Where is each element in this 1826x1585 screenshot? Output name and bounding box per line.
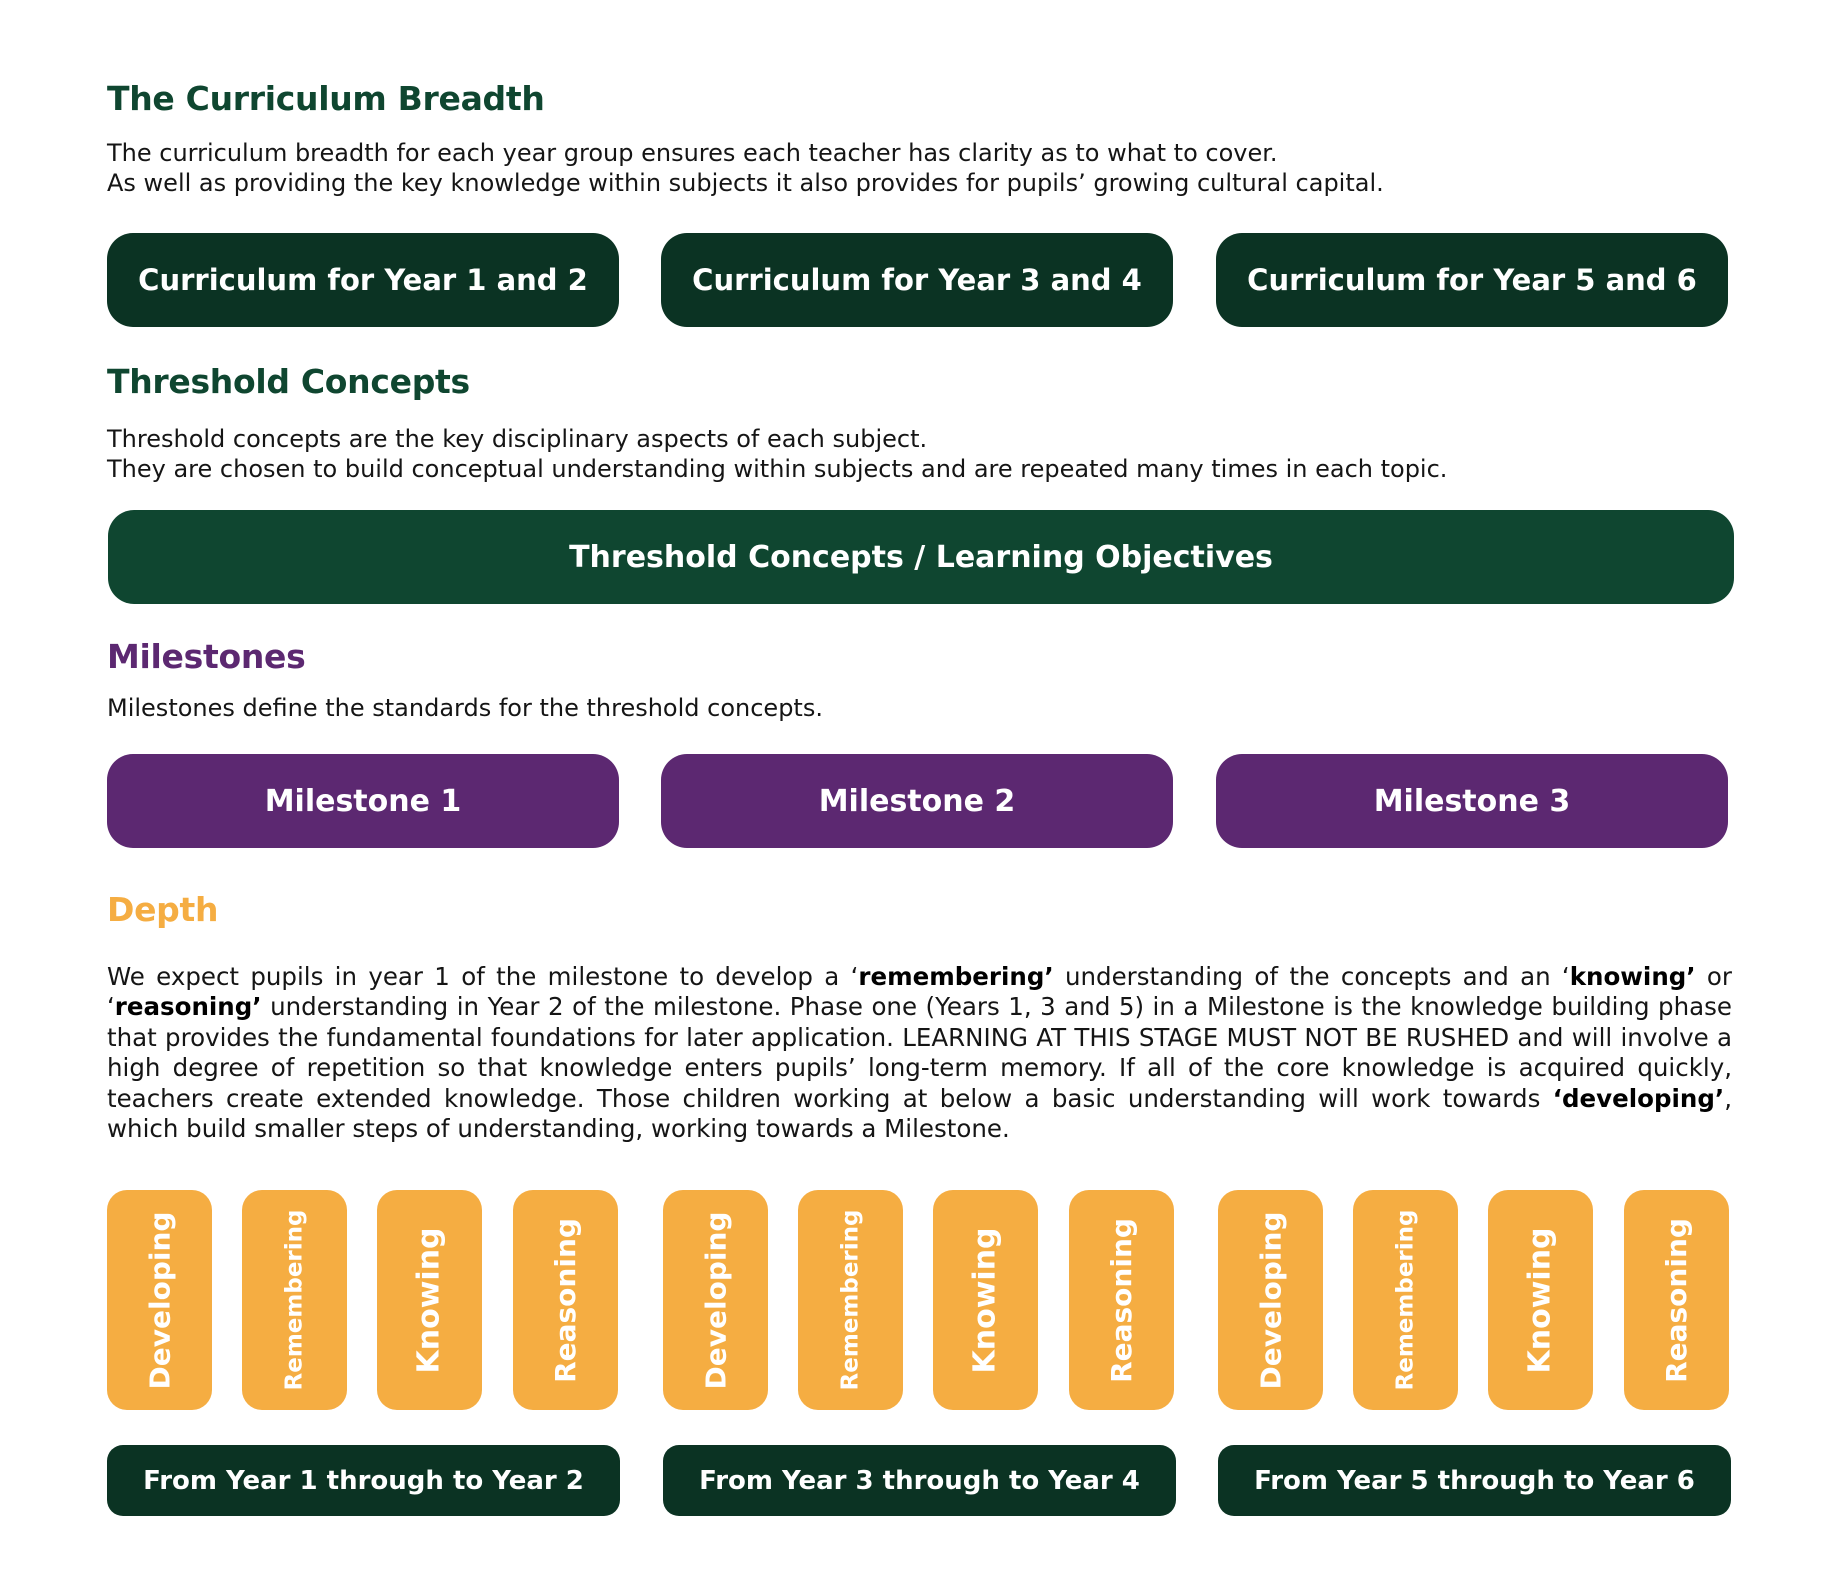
- depth-text-part: understanding in Year 2 of the milestone. Phase one (Years 1, 3 and 5) in a Milestone is the knowledge building phase that provides the fundamental foundations for later application. LEARNING AT THIS STAGE MUST NOT BE RUSHED and will involve a high degree of repetition so that knowledge enters pupils’ long-term memory. If all of the core knowledge is acquired quickly, teachers create extended knowledge. Those children working at below a basic understanding will work towards: [107, 992, 1732, 1113]
- depth-description: [107, 962, 1732, 1144]
- milestone-1-button[interactable]: Milestone 1: [107, 754, 619, 848]
- tile-remembering[interactable]: [798, 1190, 903, 1410]
- tile-developing[interactable]: [1218, 1190, 1323, 1410]
- tile-label: Reasoning: [549, 1217, 583, 1383]
- depth-text-part: understanding of the concepts and an ‘: [1053, 962, 1570, 991]
- milestone-2-button[interactable]: Milestone 2: [661, 754, 1173, 848]
- curriculum-year-1-2-button[interactable]: Curriculum for Year 1 and 2: [107, 233, 619, 327]
- depth-bold-remembering: remembering’: [858, 962, 1054, 991]
- threshold-line-1: Threshold concepts are the key disciplinary aspects of each subject.: [107, 425, 928, 453]
- tile-reasoning[interactable]: [513, 1190, 618, 1410]
- tile-label: Remembering: [1392, 1209, 1419, 1391]
- curriculum-year-5-6-button[interactable]: Curriculum for Year 5 and 6: [1216, 233, 1728, 327]
- threshold-concepts-heading: Threshold Concepts: [107, 362, 470, 401]
- milestones-line: Milestones define the standards for the threshold concepts.: [107, 694, 823, 722]
- depth-text-part: We expect pupils in year 1 of the milestone to develop a ‘: [107, 962, 859, 991]
- tile-label: Knowing: [1523, 1226, 1559, 1374]
- year-3-to-4-button[interactable]: From Year 3 through to Year 4: [663, 1445, 1176, 1516]
- threshold-concepts-description: [107, 424, 1732, 484]
- tile-label: Developing: [143, 1211, 176, 1389]
- milestones-heading: Milestones: [107, 637, 306, 676]
- tile-label: Knowing: [412, 1226, 448, 1374]
- year-1-to-2-button[interactable]: From Year 1 through to Year 2: [107, 1445, 620, 1516]
- tile-knowing[interactable]: [377, 1190, 482, 1410]
- threshold-line-2: They are chosen to build conceptual understanding within subjects and are repeated many times in each topic.: [107, 455, 1448, 483]
- year-5-to-6-button[interactable]: From Year 5 through to Year 6: [1218, 1445, 1731, 1516]
- tile-label: Reasoning: [1105, 1217, 1139, 1383]
- depth-heading: Depth: [107, 890, 219, 929]
- tile-remembering[interactable]: [1353, 1190, 1458, 1410]
- milestone-3-button[interactable]: Milestone 3: [1216, 754, 1728, 848]
- breadth-line-1: The curriculum breadth for each year group ensures each teacher has clarity as to what to cover.: [107, 139, 1278, 167]
- tile-label: Developing: [699, 1211, 732, 1389]
- tile-remembering[interactable]: [242, 1190, 347, 1410]
- tile-label: Reasoning: [1660, 1217, 1694, 1383]
- depth-text-part: , which build smaller steps of understanding, working towards a Milestone.: [107, 1083, 1732, 1144]
- tile-label: Remembering: [281, 1209, 308, 1391]
- tile-developing[interactable]: [107, 1190, 212, 1410]
- curriculum-year-3-4-button[interactable]: Curriculum for Year 3 and 4: [661, 233, 1173, 327]
- depth-bold-knowing: knowing’: [1569, 962, 1696, 991]
- depth-text-part: or ‘: [107, 962, 1732, 1022]
- tile-knowing[interactable]: [933, 1190, 1038, 1410]
- threshold-concepts-learning-objectives-button[interactable]: Threshold Concepts / Learning Objectives: [108, 510, 1734, 604]
- depth-bold-developing: ‘developing’: [1552, 1083, 1725, 1113]
- tile-reasoning[interactable]: [1069, 1190, 1174, 1410]
- tile-reasoning[interactable]: [1624, 1190, 1729, 1410]
- milestones-description: [107, 693, 1732, 723]
- breadth-line-2: As well as providing the key knowledge within subjects it also provides for pupils’ growing cultural capital.: [107, 169, 1384, 197]
- tile-label: Developing: [1254, 1211, 1287, 1389]
- tile-knowing[interactable]: [1488, 1190, 1593, 1410]
- depth-bold-reasoning: reasoning’: [114, 992, 262, 1022]
- curriculum-breadth-description: [107, 138, 1732, 198]
- tile-label: Remembering: [837, 1209, 864, 1391]
- tile-developing[interactable]: [663, 1190, 768, 1410]
- tile-label: Knowing: [968, 1226, 1004, 1374]
- curriculum-breadth-heading: The Curriculum Breadth: [107, 79, 545, 118]
